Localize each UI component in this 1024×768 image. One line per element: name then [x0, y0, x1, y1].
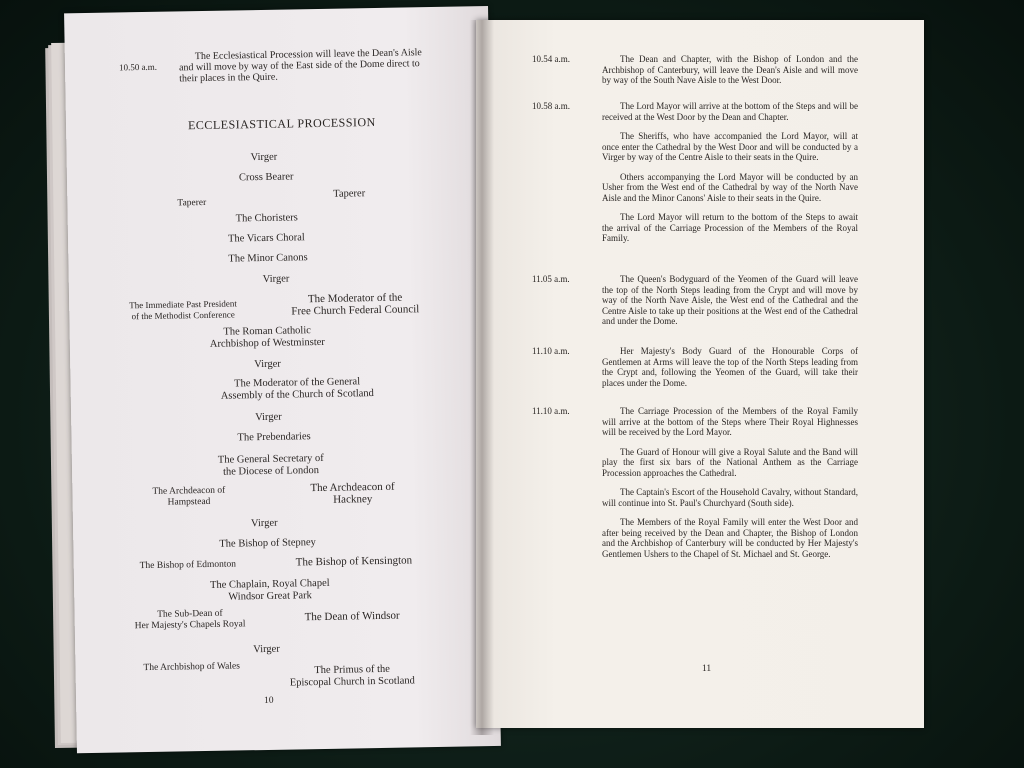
- virger-3: Virger: [254, 358, 281, 371]
- virger-5: Virger: [250, 517, 278, 530]
- intro-line-1: The Ecclesiastical Procession will leave the Dean's Aisle: [194, 47, 422, 63]
- subdean-line-1: The Sub-Dean of: [157, 608, 223, 620]
- hackney-line-2: Hackney: [333, 493, 373, 506]
- entry-text: [602, 54, 858, 95]
- free-church-line-2: Free Church Federal Council: [291, 303, 420, 318]
- free-church-moderator: [291, 291, 419, 317]
- subdean-line-2: Her Majesty's Chapels Royal: [134, 619, 246, 632]
- gensec-line-1: The General Secretary of: [217, 452, 324, 466]
- hackney-line-1: The Archdeacon of: [310, 480, 395, 495]
- virger-1: Virger: [250, 151, 278, 164]
- entry-time: 10.58 a.m.: [532, 101, 570, 111]
- entry-text: [602, 406, 858, 568]
- entry-text: [602, 101, 858, 253]
- primus-line-2: Episcopal Church in Scotland: [289, 675, 415, 689]
- entry-text: [602, 274, 858, 336]
- prebendaries: The Prebendaries: [237, 431, 311, 444]
- entry-time: 11.10 a.m.: [532, 406, 570, 416]
- hampstead-line-1: The Archdeacon of: [152, 485, 226, 497]
- general-secretary: [218, 453, 324, 479]
- scotland-moderator: [220, 376, 374, 403]
- scotland-line-2: Assembly of the Church of Scotland: [220, 388, 374, 402]
- procession-heading: ECCLESIASTICAL PROCESSION: [187, 114, 376, 133]
- sub-dean-chapels-royal: [134, 608, 245, 632]
- entry-paragraph: The Members of the Royal Family will enter the West Door and after being received by the Dean and Chapter, the Bishop of London and the Archbishop of Canterbury will be conducted by Her Majesty's Gentlemen Ushers to the Chapel of St. Michael and St. George.: [602, 517, 858, 559]
- chaplain-line-2: Windsor Great Park: [228, 590, 312, 603]
- free-church-line-1: The Moderator of the: [307, 291, 403, 306]
- vicars-choral: The Vicars Choral: [227, 232, 305, 245]
- entry-paragraph: The Carriage Procession of the Members of the Royal Family will arrive at the bottom of the Steps where Their Royal Highnesses will be received by the Lord Mayor.: [602, 406, 858, 437]
- entry-paragraph: The Dean and Chapter, with the Bishop of London and the Archbishop of Canterbury, will leave the Dean's Aisle and will move by way of the South Nave Aisle to the West Door.: [602, 54, 858, 85]
- bishop-stepney: The Bishop of Stepney: [219, 537, 316, 550]
- archbishop-of-wales: The Archbishop of Wales: [143, 661, 240, 674]
- archdeacon-hackney: [310, 481, 395, 506]
- entry-text: [602, 346, 858, 397]
- virger-2: Virger: [262, 273, 290, 285]
- entry-paragraph: The Lord Mayor will return to the bottom of the Steps to await the arrival of the Carriage Procession of the Members of the Royal Family.: [602, 212, 858, 243]
- methodist-line-2: of the Methodist Conference: [131, 309, 235, 322]
- rc-line-1: The Roman Catholic: [223, 325, 311, 338]
- choristers: The Choristers: [235, 212, 298, 225]
- bishop-kensington: The Bishop of Kensington: [295, 554, 413, 569]
- taperer-right: Taperer: [333, 188, 366, 200]
- minor-canons: The Minor Canons: [228, 252, 308, 265]
- entry-paragraph: The Queen's Bodyguard of the Yeomen of the Guard will leave the top of the North Steps leading from the Crypt and will move by way of the North Nave Aisle, the West end of the Cathedral and the Centre Aisle to take up their positions at the West end of the Cathedral and under the Dome.: [602, 274, 858, 326]
- page-number-right: 11: [702, 664, 712, 674]
- virger-6: Virger: [253, 643, 280, 656]
- entry-time: 10.54 a.m.: [532, 54, 570, 64]
- entry-paragraph: The Guard of Honour will give a Royal Salute and the Band will play the first six bars of the National Anthem as the Carriage Procession approaches the Cathedral.: [602, 446, 858, 478]
- book-gutter: [470, 20, 494, 735]
- entry-paragraph: Others accompanying the Lord Mayor will be conducted by an Usher from the West end of the Cathedral by way of the North Nave Aisle and the Minor Canons' Aisle to their seats in the Quire.: [602, 171, 858, 203]
- left-page: [64, 6, 501, 753]
- intro-time: 10.50 a.m.: [118, 61, 158, 73]
- virger-4: Virger: [255, 411, 282, 424]
- primus-scotland: [289, 663, 415, 689]
- bishop-edmonton: The Bishop of Edmonton: [139, 559, 237, 572]
- archdeacon-hampstead: [152, 486, 225, 509]
- page-number-left: 10: [264, 695, 274, 707]
- scotland-line-1: The Moderator of the General: [234, 376, 361, 390]
- entry-paragraph: The Sheriffs, who have accompanied the Lord Mayor, will at once enter the Cathedral by the West Door and will be conducted by a Virger by way of the Centre Aisle to their seats in the Quire.: [602, 131, 858, 162]
- entry-paragraph: The Lord Mayor will arrive at the bottom of the Steps and will be received at the West Door by the Dean and Chapter.: [602, 101, 858, 122]
- taperer-left: Taperer: [177, 197, 207, 209]
- entry-time: 11.10 a.m.: [532, 346, 570, 356]
- entry-paragraph: The Captain's Escort of the Household Cavalry, without Standard, will continue into St. Paul's Churchyard (South side).: [602, 487, 858, 508]
- intro-line-3: their places in the Quire.: [179, 71, 278, 85]
- methodist-president: [129, 298, 237, 322]
- hampstead-line-2: Hampstead: [167, 496, 211, 508]
- methodist-line-1: The Immediate Past President: [129, 298, 237, 311]
- chaplain-line-1: The Chaplain, Royal Chapel: [209, 577, 330, 591]
- royal-chapel-chaplain: [210, 578, 330, 604]
- cross-bearer: Cross Bearer: [238, 171, 294, 184]
- right-page: [476, 20, 924, 728]
- entry-paragraph: Her Majesty's Body Guard of the Honourable Corps of Gentlemen at Arms will leave the top of the North Steps leading from the Crypt and, following the Yeomen of the Guard, will take their places under the Dome.: [602, 346, 858, 388]
- dean-of-windsor: The Dean of Windsor: [304, 609, 400, 624]
- rc-archbishop: [210, 325, 325, 351]
- gensec-line-2: the Diocese of London: [222, 465, 320, 478]
- rc-line-2: Archbishop of Westminster: [209, 336, 325, 350]
- primus-line-1: The Primus of the: [314, 663, 390, 677]
- intro-line-2: and will move by way of the East side of the Dome direct to: [178, 58, 420, 74]
- entry-time: 11.05 a.m.: [532, 274, 570, 284]
